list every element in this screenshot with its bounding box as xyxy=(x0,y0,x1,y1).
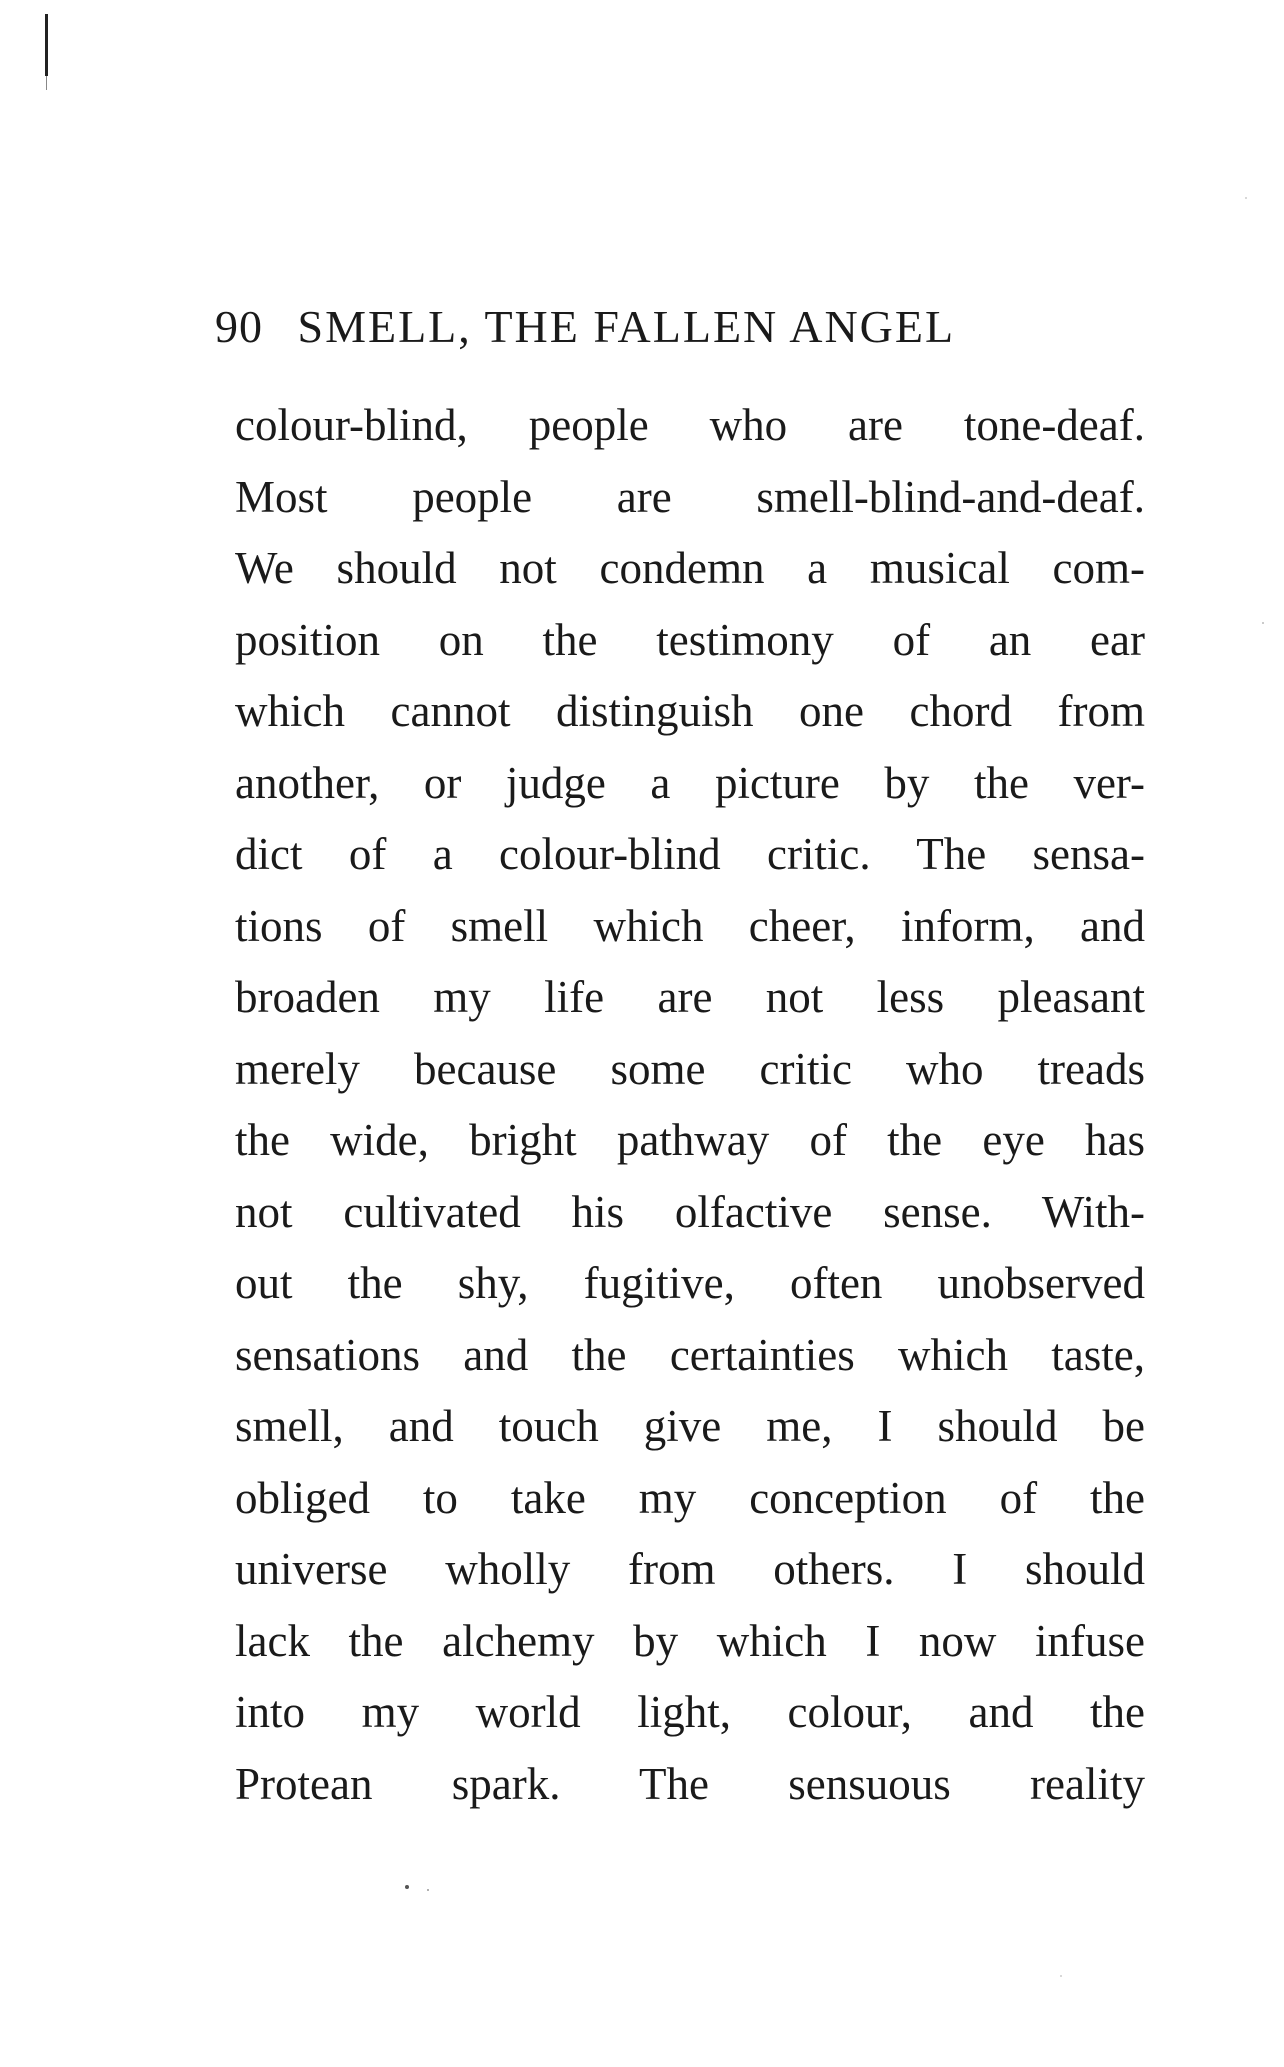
scan-speck xyxy=(405,1885,409,1889)
text-line: the wide, bright pathway of the eye has xyxy=(235,1115,1145,1165)
scan-speck xyxy=(1262,622,1264,624)
text-line: position on the testimony of an ear xyxy=(235,614,1145,665)
page-number: 90 xyxy=(215,301,263,352)
text-line: smell, and touch give me, I should be xyxy=(235,1401,1145,1451)
text-line: not cultivated his olfactive sense. With- xyxy=(235,1186,1145,1237)
page-header xyxy=(215,300,1115,360)
text-line: dict of a colour-blind critic. The sensa- xyxy=(235,829,1145,879)
scan-edge-mark xyxy=(45,14,48,76)
body-text xyxy=(235,390,1145,1820)
text-line: lack the alchemy by which I now infuse xyxy=(235,1615,1145,1666)
text-line: universe wholly from others. I should xyxy=(235,1544,1145,1594)
running-title: SMELL, THE FALLEN ANGEL xyxy=(297,301,956,352)
text-line: sensations and the certainties which taste, xyxy=(235,1329,1145,1380)
text-line: into my world light, colour, and the xyxy=(235,1687,1145,1737)
text-line: broaden my life are not less pleasant xyxy=(235,972,1145,1022)
text-line: obliged to take my conception of the xyxy=(235,1472,1145,1523)
text-line: Protean spark. The sensuous reality xyxy=(235,1758,1145,1809)
text-line: which cannot distinguish one chord from xyxy=(235,686,1145,736)
text-line: another, or judge a picture by the ver- xyxy=(235,757,1145,808)
text-line: out the shy, fugitive, often unobserved xyxy=(235,1258,1145,1308)
scan-edge-mark-tail xyxy=(46,76,47,90)
text-line: We should not condemn a musical com- xyxy=(235,543,1145,593)
text-line: merely because some critic who treads xyxy=(235,1043,1145,1094)
text-line: Most people are smell-blind-and-deaf. xyxy=(235,471,1145,522)
text-line: tions of smell which cheer, inform, and xyxy=(235,900,1145,951)
scan-speck xyxy=(1245,197,1247,199)
text-line: colour-blind, people who are tone-deaf. xyxy=(235,400,1145,450)
scan-speck xyxy=(1060,1975,1062,1977)
scan-speck xyxy=(427,1889,429,1891)
